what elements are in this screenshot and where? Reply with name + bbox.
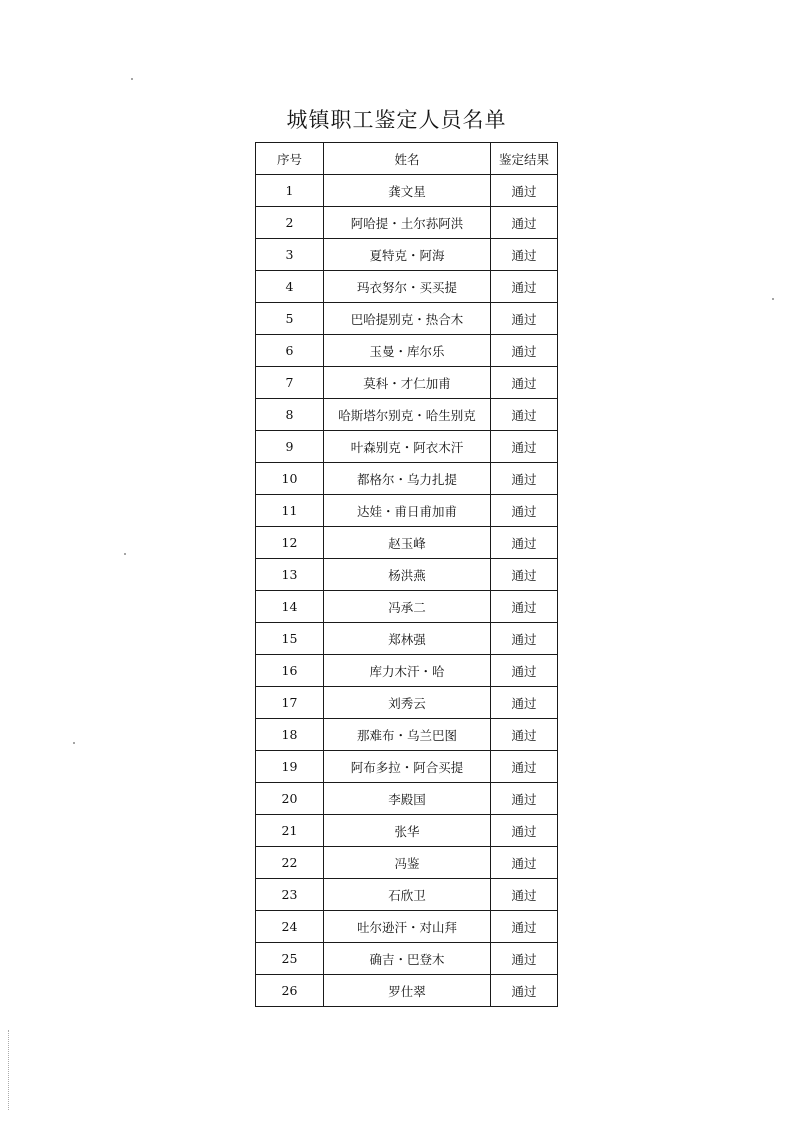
cell-result: 通过 (491, 591, 558, 623)
cell-result: 通过 (491, 431, 558, 463)
table-row (256, 815, 558, 847)
cell-result: 通过 (491, 399, 558, 431)
table-row (256, 623, 558, 655)
cell-result: 通过 (491, 975, 558, 1007)
cell-name: 赵玉峰 (324, 527, 491, 559)
cell-name: 确吉・巴登木 (324, 943, 491, 975)
cell-result: 通过 (491, 175, 558, 207)
cell-result: 通过 (491, 335, 558, 367)
table-row (256, 463, 558, 495)
table-row (256, 783, 558, 815)
cell-name: 夏特克・阿海 (324, 239, 491, 271)
cell-name: 玉曼・库尔乐 (324, 335, 491, 367)
cell-seq: 13 (256, 559, 324, 591)
table-header (256, 143, 558, 175)
cell-seq: 7 (256, 367, 324, 399)
table-row (256, 655, 558, 687)
cell-seq: 19 (256, 751, 324, 783)
cell-name: 冯鉴 (324, 847, 491, 879)
cell-result: 通过 (491, 239, 558, 271)
cell-result: 通过 (491, 847, 558, 879)
cell-result: 通过 (491, 879, 558, 911)
cell-seq: 5 (256, 303, 324, 335)
table-row (256, 879, 558, 911)
cell-seq: 3 (256, 239, 324, 271)
cell-result: 通过 (491, 783, 558, 815)
cell-result: 通过 (491, 559, 558, 591)
cell-seq: 12 (256, 527, 324, 559)
cell-result: 通过 (491, 303, 558, 335)
table-row (256, 207, 558, 239)
cell-result: 通过 (491, 943, 558, 975)
cell-seq: 21 (256, 815, 324, 847)
table-row (256, 687, 558, 719)
cell-seq: 9 (256, 431, 324, 463)
cell-result: 通过 (491, 271, 558, 303)
cell-result: 通过 (491, 623, 558, 655)
header-seq: 序号 (256, 143, 324, 175)
scan-speck (131, 78, 133, 80)
cell-seq: 11 (256, 495, 324, 527)
cell-result: 通过 (491, 655, 558, 687)
cell-seq: 4 (256, 271, 324, 303)
scan-speck (772, 298, 774, 300)
cell-result: 通过 (491, 367, 558, 399)
cell-name: 哈斯塔尔别克・哈生别克 (324, 399, 491, 431)
cell-result: 通过 (491, 527, 558, 559)
personnel-table (255, 142, 558, 1007)
document-title: 城镇职工鉴定人员名单 (286, 108, 507, 132)
cell-seq: 24 (256, 911, 324, 943)
table-row (256, 335, 558, 367)
cell-result: 通过 (491, 207, 558, 239)
cell-name: 罗仕翠 (324, 975, 491, 1007)
cell-name: 那难布・乌兰巴图 (324, 719, 491, 751)
cell-name: 郑林强 (324, 623, 491, 655)
cell-name: 叶森别克・阿衣木汗 (324, 431, 491, 463)
cell-seq: 18 (256, 719, 324, 751)
table-row (256, 975, 558, 1007)
cell-name: 冯承二 (324, 591, 491, 623)
cell-result: 通过 (491, 719, 558, 751)
cell-name: 吐尔逊汗・对山拜 (324, 911, 491, 943)
cell-name: 都格尔・乌力扎提 (324, 463, 491, 495)
table-row (256, 431, 558, 463)
cell-result: 通过 (491, 687, 558, 719)
cell-name: 石欣卫 (324, 879, 491, 911)
header-name: 姓名 (324, 143, 491, 175)
cell-result: 通过 (491, 911, 558, 943)
header-result: 鉴定结果 (491, 143, 558, 175)
cell-seq: 1 (256, 175, 324, 207)
table-row (256, 367, 558, 399)
cell-name: 李殿国 (324, 783, 491, 815)
table-row (256, 239, 558, 271)
cell-name: 库力木汗・哈 (324, 655, 491, 687)
table-row (256, 559, 558, 591)
table-row (256, 495, 558, 527)
cell-name: 刘秀云 (324, 687, 491, 719)
cell-name: 张华 (324, 815, 491, 847)
table-row (256, 175, 558, 207)
cell-seq: 10 (256, 463, 324, 495)
table-row (256, 943, 558, 975)
cell-result: 通过 (491, 751, 558, 783)
cell-name: 阿哈提・土尔荪阿洪 (324, 207, 491, 239)
scan-speck (73, 742, 75, 744)
cell-seq: 23 (256, 879, 324, 911)
cell-seq: 2 (256, 207, 324, 239)
table-row (256, 303, 558, 335)
cell-name: 杨洪燕 (324, 559, 491, 591)
cell-seq: 17 (256, 687, 324, 719)
cell-result: 通过 (491, 495, 558, 527)
cell-result: 通过 (491, 463, 558, 495)
cell-name: 阿布多拉・阿合买提 (324, 751, 491, 783)
table-row (256, 271, 558, 303)
cell-name: 龚文星 (324, 175, 491, 207)
table-row (256, 847, 558, 879)
cell-seq: 20 (256, 783, 324, 815)
table-row (256, 719, 558, 751)
table-body (256, 175, 558, 1007)
cell-seq: 15 (256, 623, 324, 655)
cell-seq: 14 (256, 591, 324, 623)
table-row (256, 399, 558, 431)
table-row (256, 527, 558, 559)
cell-seq: 8 (256, 399, 324, 431)
cell-seq: 22 (256, 847, 324, 879)
cell-seq: 26 (256, 975, 324, 1007)
header-row (256, 143, 558, 175)
cell-seq: 16 (256, 655, 324, 687)
scan-speck (124, 553, 126, 555)
cell-result: 通过 (491, 815, 558, 847)
table-row (256, 591, 558, 623)
cell-name: 玛衣努尔・买买提 (324, 271, 491, 303)
cell-name: 莫科・才仁加甫 (324, 367, 491, 399)
table-row (256, 751, 558, 783)
cell-seq: 25 (256, 943, 324, 975)
cell-seq: 6 (256, 335, 324, 367)
scan-edge-mark (8, 1030, 10, 1110)
table-row (256, 911, 558, 943)
cell-name: 达娃・甫日甫加甫 (324, 495, 491, 527)
cell-name: 巴哈提别克・热合木 (324, 303, 491, 335)
